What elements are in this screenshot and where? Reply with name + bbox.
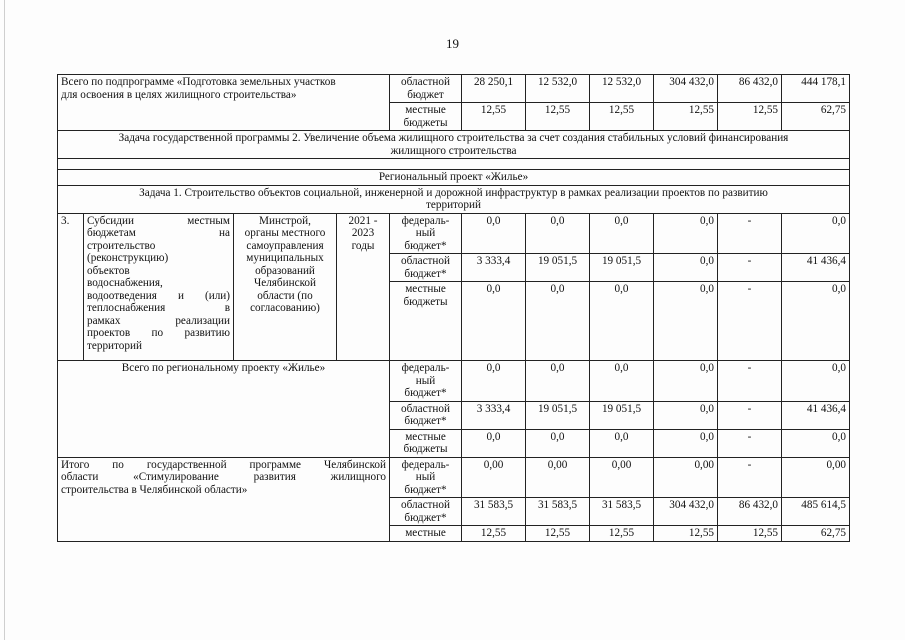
amount-cell: 304 432,0 (654, 75, 718, 103)
amount-cell: - (718, 213, 782, 254)
funding-source-line: областной (401, 499, 450, 511)
funding-source-line: бюджеты (403, 295, 448, 308)
item-executor-line: муниципальных (246, 252, 324, 264)
item-period-line: 2021 - (348, 214, 378, 227)
funding-source-cell (390, 282, 462, 361)
item-description-line: строительство (87, 239, 156, 252)
funding-source-line: местные (405, 527, 446, 539)
subprogram-total-row (58, 75, 850, 103)
item-executor-line: органы местного (244, 227, 326, 239)
amount-cell: 0,00 (462, 457, 526, 498)
subprogram-total-label-line: для освоения в целях жилищного строительства» (61, 88, 297, 101)
amount-cell: 0,0 (782, 429, 850, 457)
item-number: 3. (58, 213, 84, 361)
item-executor (234, 213, 337, 361)
funding-source-line: бюджет* (404, 415, 447, 427)
amount-cell: 31 583,5 (590, 498, 654, 526)
program-total-label-line: Итого по государственной программе Челябинской (61, 458, 387, 471)
amount-cell: 0,00 (526, 457, 590, 498)
amount-cell: 0,0 (526, 429, 590, 457)
amount-cell: - (718, 282, 782, 361)
funding-source-line: местные (405, 430, 446, 443)
item-description-line: проектов по развитию (87, 327, 230, 339)
funding-source-cell (390, 526, 462, 542)
item-executor-line: образований (255, 264, 315, 277)
funding-source-line: федераль- (401, 362, 450, 374)
item-executor-line: согласованию) (250, 302, 320, 314)
spacer-cell (58, 159, 850, 170)
amount-cell: 12,55 (654, 526, 718, 542)
regional-project-row (58, 170, 850, 186)
task1-header-row (58, 185, 850, 213)
amount-cell: 3 333,4 (462, 401, 526, 429)
item-description (84, 213, 234, 361)
amount-cell: 12,55 (462, 103, 526, 131)
amount-cell: 0,00 (654, 457, 718, 498)
amount-cell: 3 333,4 (462, 254, 526, 282)
funding-source-line: бюджет* (404, 239, 447, 252)
item-description-line: теплоснабжения в (87, 302, 230, 314)
item-description-line: бюджетам на (87, 227, 230, 239)
funding-source-line: бюджет (407, 88, 444, 101)
amount-cell: 12 532,0 (526, 75, 590, 103)
regional-project-header: Региональный проект «Жилье» (58, 170, 850, 186)
funding-source-cell (390, 457, 462, 498)
item-executor-line: Минстрой, (259, 214, 311, 227)
amount-cell: 12,55 (526, 526, 590, 542)
amount-cell: 0,0 (654, 254, 718, 282)
funding-source-cell (390, 429, 462, 457)
item-executor-line: области (по (257, 289, 313, 302)
funding-source-cell (390, 75, 462, 103)
amount-cell: 0,0 (782, 361, 850, 402)
amount-cell: 0,0 (462, 213, 526, 254)
amount-cell: 485 614,5 (782, 498, 850, 526)
amount-cell: 0,0 (526, 213, 590, 254)
budget-table (57, 74, 850, 542)
task1-header (58, 185, 850, 213)
item-description-line: объектов (87, 264, 130, 277)
amount-cell: 0,0 (654, 361, 718, 402)
amount-cell: 12,55 (590, 526, 654, 542)
amount-cell: - (718, 457, 782, 498)
amount-cell: 0,0 (782, 282, 850, 361)
spacer-row (58, 159, 850, 170)
amount-cell: 0,0 (782, 213, 850, 254)
amount-cell: 0,0 (590, 282, 654, 361)
program-total-label (58, 457, 390, 541)
amount-cell: 12,55 (718, 526, 782, 542)
item-description-line: территорий (87, 339, 142, 352)
amount-cell: 12,55 (590, 103, 654, 131)
amount-cell: 31 583,5 (526, 498, 590, 526)
amount-cell: 19 051,5 (590, 254, 654, 282)
item-executor-line: самоуправления (246, 239, 324, 252)
funding-source-line: ный (415, 471, 436, 483)
amount-cell: 86 432,0 (718, 75, 782, 103)
item-description-line: рамках реализации (87, 314, 230, 327)
amount-cell: 0,0 (462, 282, 526, 361)
amount-cell: 0,0 (654, 282, 718, 361)
amount-cell: 62,75 (782, 103, 850, 131)
funding-source-cell (390, 361, 462, 402)
funding-source-line: областной (401, 76, 450, 88)
amount-cell: 304 432,0 (654, 498, 718, 526)
amount-cell: - (718, 401, 782, 429)
funding-source-cell (390, 498, 462, 526)
funding-source-line: бюджеты (403, 116, 448, 129)
amount-cell: - (718, 254, 782, 282)
funding-source-cell (390, 103, 462, 131)
amount-cell: 31 583,5 (462, 498, 526, 526)
subprogram-total-label (58, 75, 390, 131)
funding-source-line: бюджет* (404, 483, 447, 496)
amount-cell: 12 532,0 (590, 75, 654, 103)
item-period-line: годы (351, 239, 375, 252)
regional-total-label: Всего по региональному проекту «Жилье» (58, 361, 390, 458)
item3-row (58, 213, 850, 254)
funding-source-line: ный (415, 374, 436, 387)
funding-source-line: бюджеты (403, 443, 448, 455)
amount-cell: - (718, 429, 782, 457)
task1-header-line: территорий (426, 199, 481, 211)
funding-source-cell (390, 254, 462, 282)
amount-cell: 0,00 (782, 457, 850, 498)
amount-cell: 62,75 (782, 526, 850, 542)
task2-header-row (58, 131, 850, 159)
amount-cell: 19 051,5 (526, 401, 590, 429)
task2-header-line: жилищного строительства (390, 144, 517, 157)
amount-cell: 41 436,4 (782, 401, 850, 429)
amount-cell: 0,0 (590, 429, 654, 457)
task2-header (58, 131, 850, 159)
page-number: 19 (446, 36, 459, 51)
amount-cell: 0,00 (590, 457, 654, 498)
funding-source-cell (390, 213, 462, 254)
amount-cell: 12,55 (718, 103, 782, 131)
amount-cell: 0,0 (526, 361, 590, 402)
funding-source-line: областной (401, 255, 450, 267)
funding-source-line: бюджет* (404, 511, 447, 524)
amount-cell: 86 432,0 (718, 498, 782, 526)
item-description-line: Субсидии местным (87, 214, 230, 227)
funding-source-line: федераль- (401, 458, 450, 471)
amount-cell: 12,55 (462, 526, 526, 542)
task1-header-line: Задача 1. Строительство объектов социальной, инженерной и дорожной инфраструктур в рамках реализации проектов по развитию (139, 186, 768, 199)
regional-total-row (58, 361, 850, 402)
amount-cell: 19 051,5 (526, 254, 590, 282)
funding-source-cell (390, 401, 462, 429)
amount-cell: 41 436,4 (782, 254, 850, 282)
amount-cell: 12,55 (526, 103, 590, 131)
amount-cell: 0,0 (654, 401, 718, 429)
amount-cell: 0,0 (654, 429, 718, 457)
amount-cell: 28 250,1 (462, 75, 526, 103)
funding-source-line: местные (405, 283, 446, 295)
amount-cell: 12,55 (654, 103, 718, 131)
item-description-line: водоснабжения, (87, 277, 163, 289)
item-executor-line: Челябинской (253, 277, 317, 289)
subprogram-total-label-line: Всего по подпрограмме «Подготовка земельных участков (61, 76, 336, 88)
amount-cell: 444 178,1 (782, 75, 850, 103)
item-period (337, 213, 390, 361)
funding-source-line: областной (401, 402, 450, 415)
task2-header-line: Задача государственной программы 2. Увеличение объема жилищного строительства за счет создания стабильных условий финансирования (118, 132, 789, 144)
amount-cell: 0,0 (526, 282, 590, 361)
funding-source-line: ный (415, 227, 436, 239)
funding-source-line: федераль- (401, 214, 450, 227)
amount-cell: - (718, 361, 782, 402)
funding-source-line: местные (405, 104, 446, 116)
item-description-line: водоотведения и (или) (87, 289, 230, 302)
page-edge-line (4, 0, 5, 640)
funding-source-line: бюджет* (404, 387, 447, 399)
amount-cell: 0,0 (590, 213, 654, 254)
amount-cell: 0,0 (654, 213, 718, 254)
item-description-line: (реконструкцию) (87, 252, 169, 264)
amount-cell: 0,0 (462, 429, 526, 457)
item-period-line: 2023 (351, 227, 375, 239)
amount-cell: 0,0 (462, 361, 526, 402)
amount-cell: 19 051,5 (590, 401, 654, 429)
amount-cell: 0,0 (590, 361, 654, 402)
program-total-row (58, 457, 850, 498)
program-total-label-line: области «Стимулирование развития жилищного (61, 471, 387, 483)
program-total-label-line: строительства в Челябинской области» (61, 483, 248, 496)
funding-source-line: бюджет* (404, 267, 447, 280)
